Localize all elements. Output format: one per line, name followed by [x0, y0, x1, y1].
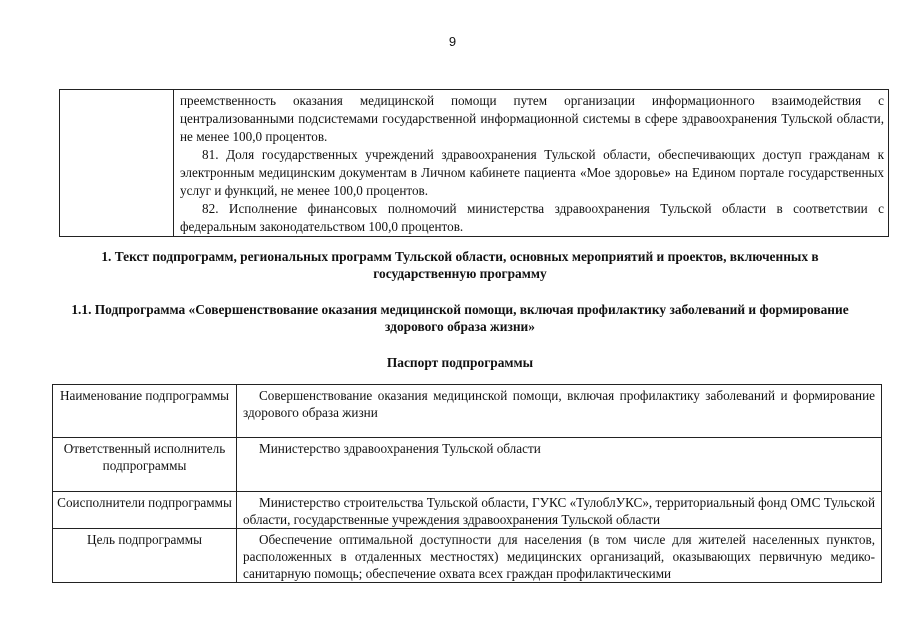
left-cell — [60, 90, 174, 237]
indicator-paragraph: 81. Доля государственных учреждений здравоохранения Тульской области, обеспечивающих доступ гражданам к электронным медицинским документам в Личном кабинете пациента «Мое здоровье» на Едином портале государственных услуг и функций, не менее 100,0 процентов. — [180, 147, 884, 198]
row-value — [237, 438, 882, 492]
table-row — [53, 492, 882, 529]
page-number: 9 — [448, 34, 457, 49]
row-value — [237, 529, 882, 583]
row-label: Соисполнители подпрограммы — [53, 492, 237, 529]
table-row — [53, 385, 882, 438]
indicators-cell — [174, 90, 889, 237]
row-value — [237, 492, 882, 529]
indicator-paragraph: преемственность оказания медицинской помощи путем организации информационного взаимодействия с централизованными подсистемами государственной информационной системы в сфере здравоохранения Тульской области, не менее 100,0 процентов. — [180, 93, 884, 144]
row-value-text: Обеспечение оптимальной доступности для населения (в том числе для жителей населенных пунктов, расположенных в отдаленных местностях) медицинских организаций, оказывающих первичную медико-санитарную помощь; обеспечение охвата всех граждан профилактическими — [243, 532, 875, 581]
indicators-continuation-table — [59, 89, 889, 237]
row-value-text: Министерство строительства Тульской области, ГУКС «ТулоблУКС», территориальный фонд ОМС Тульской области, государственные учреждения здравоохранения Тульской области — [243, 495, 875, 527]
section-heading: 1. Текст подпрограмм, региональных программ Тульской области, основных мероприятий и проектов, включенных в государственную программу — [101, 249, 819, 281]
row-label: Наименование подпрограммы — [53, 385, 237, 438]
passport-heading: Паспорт подпрограммы — [386, 355, 534, 370]
row-value — [237, 385, 882, 438]
row-label: Цель подпрограммы — [53, 529, 237, 583]
subsection-heading: 1.1. Подпрограмма «Совершенствование оказания медицинской помощи, включая профилактику заболеваний и формирование здорового образа жизни» — [71, 302, 849, 334]
row-value-text: Совершенствование оказания медицинской помощи, включая профилактику заболеваний и формирование здорового образа жизни — [243, 388, 875, 420]
row-value-text: Министерство здравоохранения Тульской области — [259, 441, 541, 456]
passport-table — [52, 384, 882, 583]
table-row — [60, 90, 889, 237]
table-row — [53, 438, 882, 492]
row-label: Ответственный исполнитель подпрограммы — [53, 438, 237, 492]
table-row — [53, 529, 882, 583]
indicator-paragraph: 82. Исполнение финансовых полномочий министерства здравоохранения Тульской области в соответствии с федеральным законодательством 100,0 процентов. — [180, 201, 884, 234]
